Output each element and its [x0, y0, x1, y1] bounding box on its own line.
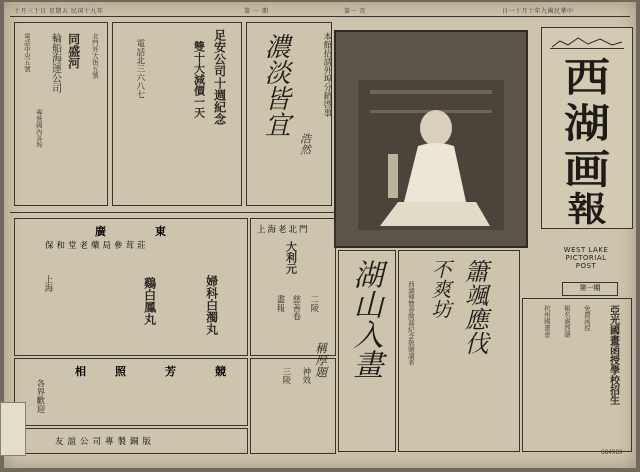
- pharmacy-name: 保和堂老藥局參茸莊: [45, 241, 149, 251]
- calligraphy-box: [338, 250, 396, 452]
- store-ziruo: 慈善卷: [290, 295, 301, 321]
- zuan-title: 足安公司十週紀念: [212, 29, 227, 125]
- calligraphy-right-box: [398, 250, 520, 452]
- camera-char-1: 相: [75, 365, 86, 378]
- newspaper-page: [4, 2, 636, 468]
- english-line-1: WEST LAKE: [563, 246, 609, 254]
- header-right-date: 日一十月十年九國民華中: [502, 8, 574, 15]
- shen-label: 神效: [300, 367, 311, 384]
- ad-box-shanghai: [250, 218, 336, 356]
- portrait-photo: [334, 30, 528, 248]
- shipping-title: 同盛河: [66, 33, 81, 69]
- camera-note: 各界歡迎: [34, 379, 45, 413]
- sanling-label: 三陵: [280, 367, 291, 384]
- header-page-num: 第一 頁: [344, 8, 366, 15]
- friend-company: 友誼公司專製銅版: [55, 437, 156, 447]
- calligraphy-right-notes: 西湖博覽會開幕紀念敬贈讀者: [406, 281, 415, 366]
- store-name: 上海老北門: [257, 225, 310, 235]
- portrait-char-1: 芳: [165, 365, 176, 378]
- english-line-2: PICTORIAL: [565, 254, 607, 262]
- masthead-char-2: 湖: [564, 101, 610, 147]
- ad-box-zuan: [112, 22, 242, 206]
- header-page-label: 第 一 期: [244, 8, 269, 15]
- calligraphy-right-sub: 不爽坊: [428, 259, 452, 319]
- nongdan-title: 濃淡皆宜: [260, 33, 291, 137]
- store-huakan: 畫報: [274, 295, 285, 312]
- shipping-note-3: 專營國內各埠: [34, 109, 43, 148]
- calligraphy-title: 湖山入畫: [347, 259, 383, 379]
- masthead-skyline-icon: [550, 34, 624, 49]
- english-line-3: POST: [575, 262, 597, 270]
- portrait-image: [358, 80, 504, 230]
- store-shouji: 二陵: [308, 295, 319, 312]
- academy-note-1: 免費函授: [582, 305, 591, 331]
- calligraphy-signer: 稱厚題: [313, 342, 328, 378]
- pill-2: 婦科白濁丸: [204, 275, 219, 335]
- academy-title: 亞光國畫函授學校招生: [607, 305, 619, 405]
- ad-box-pharmacy: [14, 218, 248, 356]
- academy-note-3: 杭州國畫會: [542, 305, 551, 338]
- portrait-char-2: 競: [215, 365, 226, 378]
- mid-rule: [10, 212, 336, 213]
- ad-box-friend: [14, 428, 248, 454]
- masthead-english: [541, 246, 631, 270]
- nongdan-signature: 浩然: [298, 133, 312, 155]
- ad-box-nongdan: [246, 22, 332, 206]
- recruit-notice: 本館招請外埠分銷啓事: [321, 32, 332, 117]
- zuan-subtitle: 雙十大減價一天: [192, 41, 206, 118]
- header-rule: [10, 16, 630, 17]
- shipping-note-1: 北門外大街五號: [90, 33, 99, 79]
- masthead: [541, 27, 633, 229]
- shipping-subtitle: 輪船海運公司: [49, 33, 61, 93]
- shipping-note-2: 電話中央五號: [22, 33, 31, 72]
- pill-1: 鷄白鳳丸: [142, 277, 157, 325]
- academy-note-2: 報名處西湖: [562, 305, 571, 338]
- serial-number: 684989: [601, 449, 623, 456]
- masthead-char-1: 西: [564, 55, 610, 101]
- pharmacy-dong: 東: [155, 225, 166, 238]
- ad-box-shipping: [14, 22, 108, 206]
- zuan-phone: 電話北三六八七: [134, 39, 145, 99]
- library-stamp: [0, 402, 26, 456]
- store-brand: 大利元: [284, 241, 298, 274]
- pharmacy-guang: 廣: [95, 225, 106, 238]
- masthead-char-3: 画: [564, 147, 610, 193]
- camera-char-2: 照: [115, 365, 126, 378]
- issue-label: 第一期: [562, 282, 618, 296]
- notice-box-academy: [522, 298, 632, 452]
- calligraphy-right-title: 簫颯應伐: [460, 259, 489, 355]
- header-left-date: 十月三十日 星期五 民国十九年: [14, 8, 104, 15]
- ad-box-camera: [14, 358, 248, 426]
- masthead-char-4: 報: [567, 190, 607, 230]
- portrait-figure-icon: [358, 80, 504, 230]
- pharmacy-city: 上海: [42, 275, 53, 292]
